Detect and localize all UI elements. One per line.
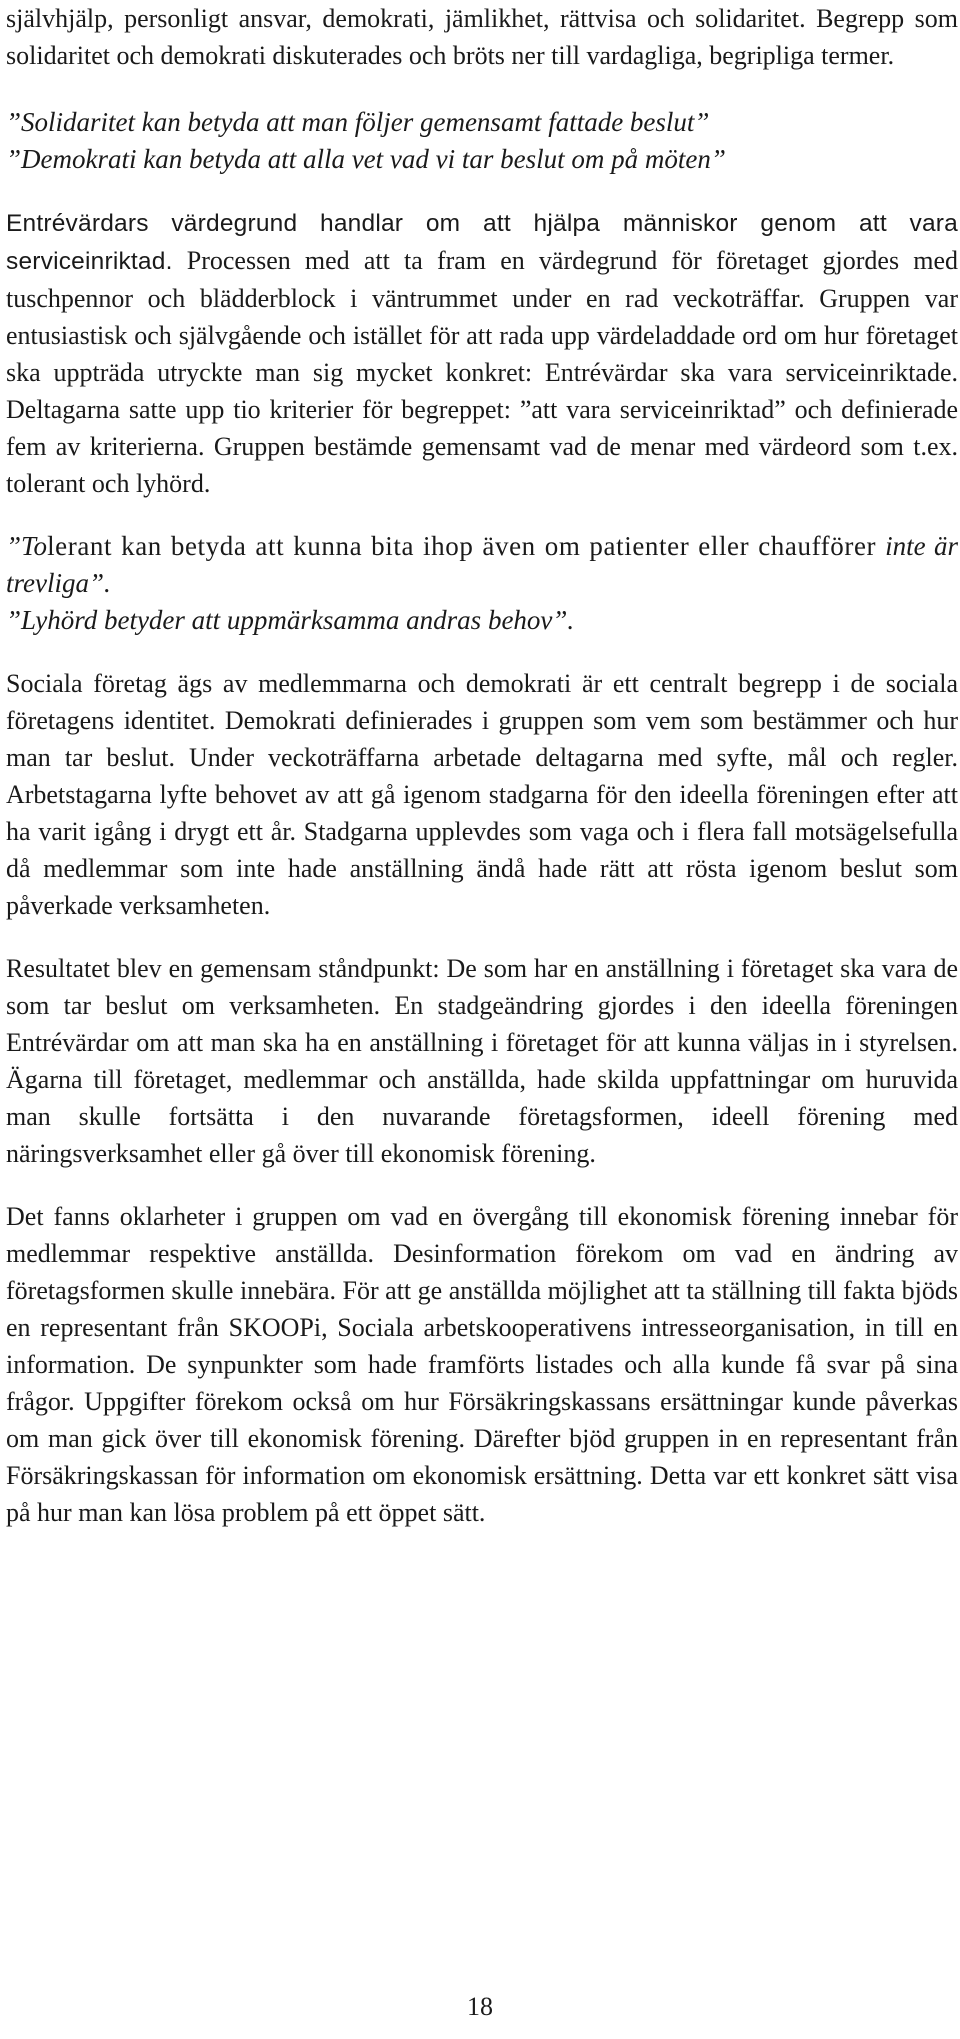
quote-democracy: ”Demokrati kan betyda att alla vet vad vi tar beslut om på möten” bbox=[6, 144, 726, 174]
quote-tolerant-end: inte är trevliga”. bbox=[6, 531, 959, 598]
paragraph-information: Det fanns oklarheter i gruppen om vad en övergång till ekonomisk förening innebar för medlemmar respektive anställda. Desinformation förekom om vad en ändring av företagsformen skulle innebära. För att ge anställda möjlighet att ta ställning till fakta bjöds en representant från SKOOPi, Sociala arbetskooperativens intresseorganisation, in till en information. De synpunkter som hade framförts listades och alla kunde få svar på sina frågor. Uppgifter förekom också om hur Försäkringskassans ersättningar kunde påverkas om man gick över till ekonomisk förening. Därefter bjöd gruppen in en representant från Försäkringskassan för information om ekonomisk ersättning. Detta var ett konkret sätt visa på hur man kan lösa problem på ett öppet sätt. bbox=[6, 1202, 958, 1527]
quote-block-definitions bbox=[6, 104, 958, 178]
value-base-lead: Entrévärdars värdegrund handlar om att hjälpa människor genom att vara serviceinriktad. bbox=[6, 210, 958, 275]
quote-tolerant-body: lerant kan betyda att kunna bita ihop även om patienter eller chaufförer bbox=[47, 531, 886, 561]
quote-block-value-words bbox=[6, 528, 958, 639]
paragraph-democracy: Sociala företag ägs av medlemmarna och demokrati är ett centralt begrepp i de sociala företagens identitet. Demokrati definierades i gruppen som vem som bestämmer och hur man tar beslut. Under veckoträffarna arbetade deltagarna med syfte, mål och regler. Arbetstagarna lyfte behovet av att gå igenom stadgarna för den ideella föreningen efter att ha varit igång i drygt ett år. Stadgarna upplevdes som vaga och i flera fall motsägelsefulla då medlemmar som inte hade anställning ändå hade rätt att rösta igenom beslut som påverkade verksamheten. bbox=[6, 669, 958, 920]
quote-tolerant bbox=[6, 528, 958, 602]
paragraph-result: Resultatet blev en gemensam ståndpunkt: De som har en anställning i företaget ska vara de som tar beslut om verksamheten. En stadgeändring gjordes i den ideella föreningen Entrévärdar om att man ska ha en anställning i företaget för att kunna väljas in i styrelsen. Ägarna till företaget, medlemmar och anställda, hade skilda uppfattningar om huruvida man skulle fortsätta i den nuvarande företagsformen, ideell förening med näringsverksamhet eller gå över till ekonomisk förening. bbox=[6, 954, 958, 1168]
paragraph-values: självhjälp, personligt ansvar, demokrati, jämlikhet, rättvisa och solidaritet. Begrepp som solidaritet och demokrati diskuterades och bröts ner till vardagliga, begripliga termer. bbox=[6, 4, 958, 70]
page-number: 18 bbox=[467, 1992, 493, 2021]
value-base-body: Processen med att ta fram en värdegrund för företaget gjordes med tuschpennor och blädderblock i väntrummet under en rad veckoträffar. Gruppen var entusiastisk och självgående och istället för att rada upp värdeladdade ord om hur företaget ska uppträda utryckte man sig mycket konkret: Entrévärdar ska vara serviceinriktade. Deltagarna satte upp tio kriterier för begreppet: ”att vara serviceinriktad” och definierade fem av kriterierna. Gruppen bestämde gemensamt vad de menar med värdeord som t.ex. tolerant och lyhörd. bbox=[6, 246, 958, 498]
paragraph-value-base bbox=[6, 204, 958, 502]
quote-attentive: ”Lyhörd betyder att uppmärksamma andras behov”. bbox=[6, 605, 575, 635]
quote-solidarity: ”Solidaritet kan betyda att man följer gemensamt fattade beslut” bbox=[6, 107, 710, 137]
quote-tolerant-open: ”To bbox=[6, 531, 48, 561]
